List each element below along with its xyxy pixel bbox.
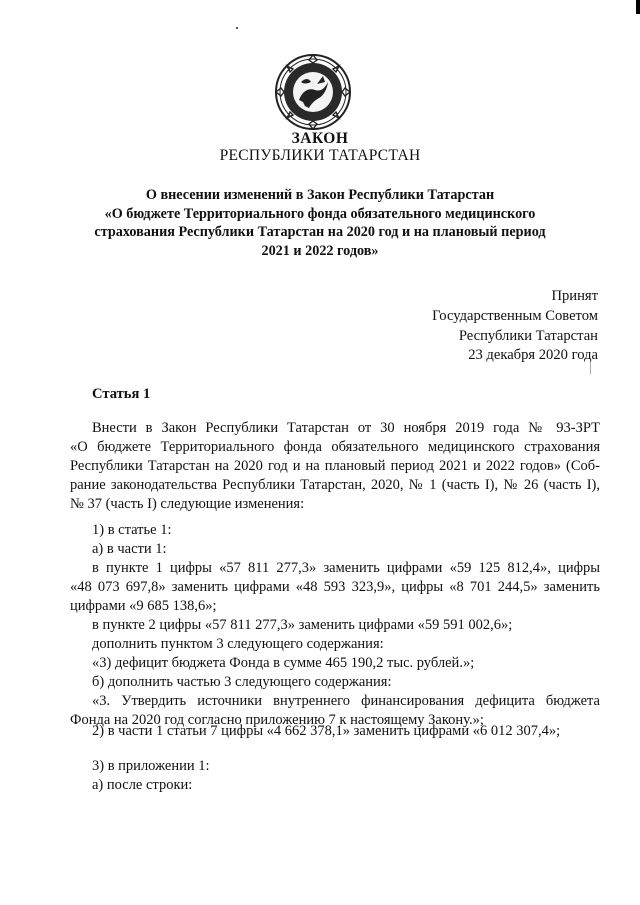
paragraph-line: Республики Татарстан на 2020 год и на плановый период 2021 и 2022 годов» (Соб- <box>70 458 600 474</box>
amendment-item-3 <box>70 757 600 795</box>
paragraph-line: в пункте 1 цифры «57 811 277,3» заменить цифрами «59 125 812,4», цифры <box>92 560 600 576</box>
adoption-block <box>432 287 598 366</box>
paragraph-line: «О бюджете Территориального фонда обязательного медицинского страхования <box>70 439 600 455</box>
adoption-line: Республики Татарстан <box>458 327 598 344</box>
paragraph-line: рание законодательства Республики Татарстан, 2020, № 1 (часть I), № 26 (часть I), <box>70 477 600 493</box>
heading-line: страхования Республики Татарстан на 2020 год и на плановый период <box>94 224 546 241</box>
scan-edge-mark <box>636 0 640 14</box>
heading-line: «О бюджете Территориального фонда обязательного медицинского <box>104 205 536 222</box>
paragraph-line: дополнить пунктом 3 следующего содержания: <box>92 636 384 652</box>
adoption-line: Принят <box>551 288 598 304</box>
tatarstan-emblem-icon <box>273 52 353 132</box>
paragraph-line: 1) в статье 1: <box>92 522 172 538</box>
paragraph-line: в пункте 2 цифры «57 811 277,3» заменить цифрами «59 591 002,6»; <box>92 617 513 633</box>
paragraph-line: 3) в приложении 1: <box>92 758 210 774</box>
paragraph-line: Внести в Закон Республики Татарстан от 30 ноября 2019 года № 93-ЗРТ <box>92 420 600 436</box>
scan-speck <box>236 27 238 29</box>
article-title: Статья 1 <box>92 386 151 402</box>
heading-line: О внесении изменений в Закон Республики Татарстан <box>145 187 495 203</box>
law-heading <box>70 186 570 260</box>
paragraph-line: Фонда на 2020 год согласно приложению 7 к настоящему Закону.»; <box>70 712 484 728</box>
paragraph-line: 2) в части 1 статьи 7 цифры «4 662 378,1» заменить цифрами «6 012 307,4»; <box>92 723 561 739</box>
paragraph-line: цифрами «9 685 138,6»; <box>70 598 217 614</box>
law-republic: РЕСПУБЛИКИ ТАТАРСТАН <box>219 147 421 164</box>
paragraph-line: а) после строки: <box>92 777 193 793</box>
paragraph-line: «3. Утвердить источники внутреннего финансирования дефицита бюджета <box>92 693 600 709</box>
paragraph-line: б) дополнить частью 3 следующего содержания: <box>92 674 392 690</box>
intro-paragraph <box>70 419 600 514</box>
law-title: ЗАКОН <box>291 130 349 147</box>
paragraph-line: № 37 (часть I) следующие изменения: <box>70 496 305 512</box>
adoption-date: 23 декабря 2020 года <box>468 347 598 364</box>
paragraph-line: «3) дефицит бюджета Фонда в сумме 465 190,2 тыс. рублей.»; <box>92 655 475 671</box>
heading-line: 2021 и 2022 годов» <box>261 242 379 259</box>
amendment-item-2 <box>70 722 600 741</box>
paragraph-line: «48 073 697,8» заменить цифрами «48 593 323,9», цифры «8 701 244,5» заменить <box>70 579 600 595</box>
paragraph-line: а) в части 1: <box>92 541 167 557</box>
adoption-line: Государственным Советом <box>432 307 598 324</box>
amendment-item-1 <box>70 521 600 730</box>
